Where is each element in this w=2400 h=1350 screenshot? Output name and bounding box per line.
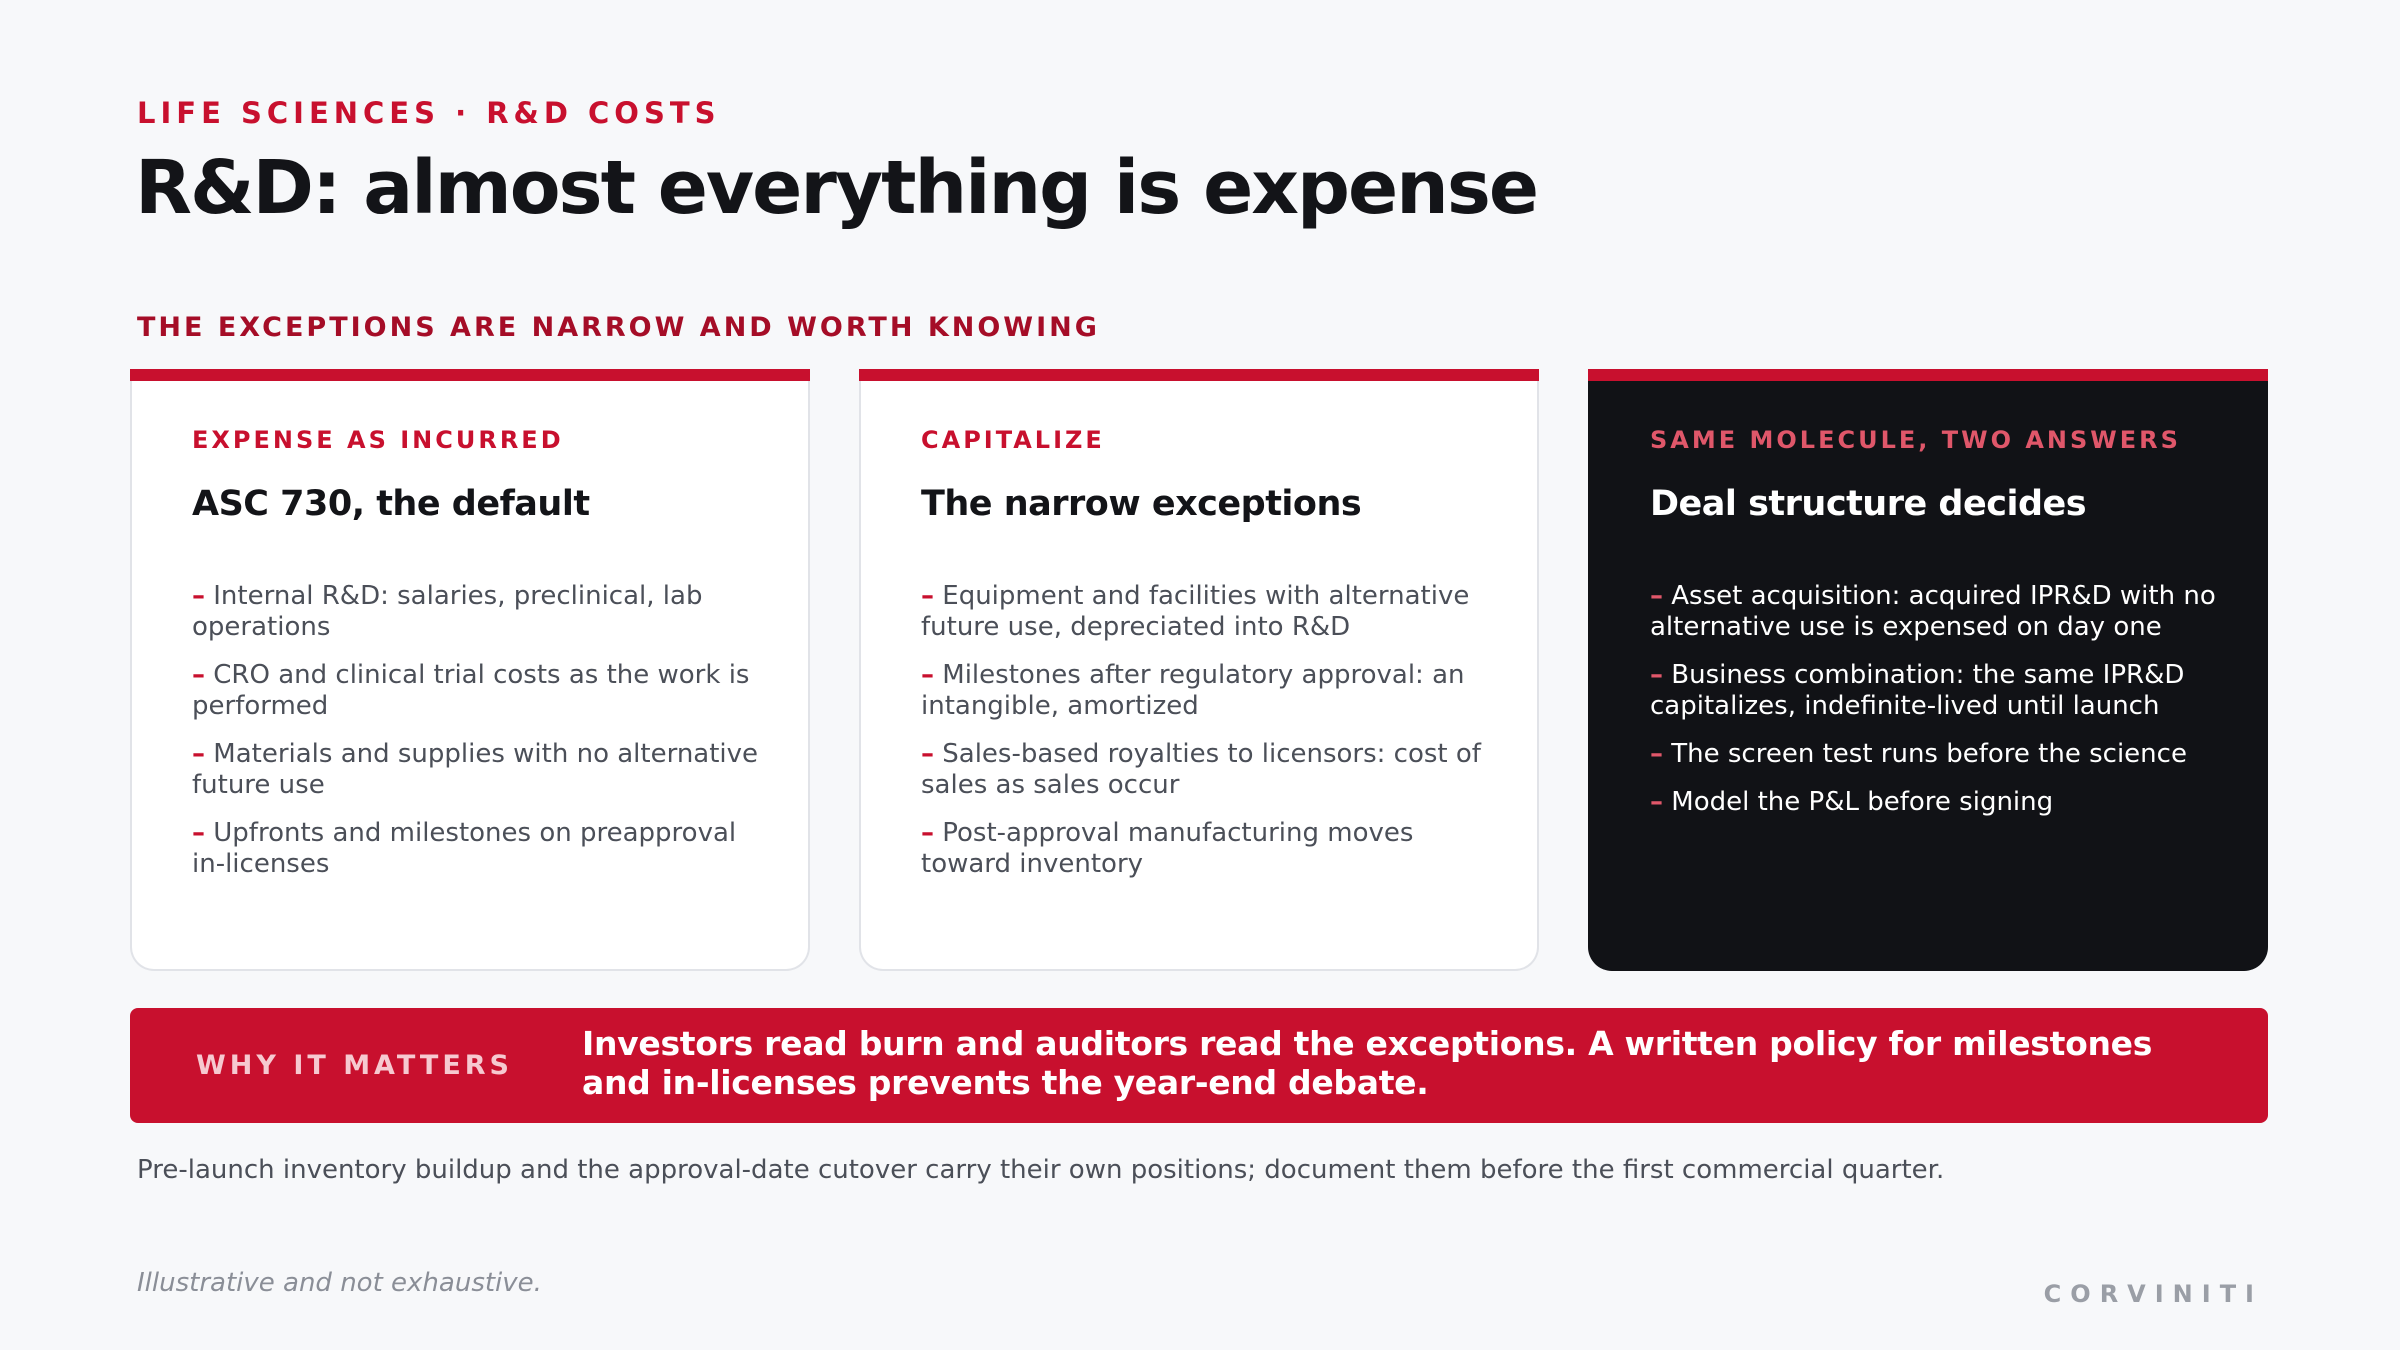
dash-bullet: – — [921, 660, 934, 690]
card-body — [1588, 381, 2268, 971]
card-eyebrow: EXPENSE AS INCURRED — [192, 426, 564, 454]
list-item: – Sales-based royalties to licensors: cost of sales as sales occur — [921, 739, 1481, 800]
list-item: – Internal R&D: salaries, preclinical, lab operations — [192, 581, 703, 642]
dash-bullet: – — [1650, 660, 1663, 690]
dash-bullet: – — [192, 818, 205, 848]
footnote: Illustrative and not exhaustive. — [137, 1268, 542, 1298]
dash-bullet: – — [921, 818, 934, 848]
list-item: – Post-approval manufacturing moves toward inventory — [921, 818, 1414, 879]
list-item: – Milestones after regulatory approval: an intangible, amortized — [921, 660, 1465, 721]
list-item: – Upfronts and milestones on preapproval in-licenses — [192, 818, 737, 879]
section-label: THE EXCEPTIONS ARE NARROW AND WORTH KNOWING — [137, 312, 1100, 343]
banner-text: Investors read burn and auditors read the exceptions. A written policy for milestones and in-licenses prevents the year-end debate. — [582, 1024, 2153, 1102]
dash-bullet: – — [192, 739, 205, 769]
dash-bullet: – — [192, 581, 205, 611]
card-body — [859, 381, 1539, 971]
card-heading: Deal structure decides — [1650, 484, 2087, 524]
card-body — [130, 381, 810, 971]
list-item: – The screen test runs before the science — [1650, 739, 2187, 769]
supporting-note: Pre-launch inventory buildup and the approval-date cutover carry their own positions; document them before the first commercial quarter. — [137, 1155, 1945, 1185]
list-item: – Asset acquisition: acquired IPR&D with no alternative use is expensed on day one — [1650, 581, 2216, 642]
card-list — [921, 581, 1501, 897]
dash-bullet: – — [921, 581, 934, 611]
dash-bullet: – — [192, 660, 205, 690]
banner-label: WHY IT MATTERS — [196, 1050, 513, 1081]
list-item: – CRO and clinical trial costs as the work is performed — [192, 660, 750, 721]
dash-bullet: – — [1650, 787, 1663, 817]
card-deal-structure — [1588, 369, 2268, 971]
card-heading: ASC 730, the default — [192, 484, 590, 524]
list-item: – Business combination: the same IPR&D capitalizes, indefinite-lived until launch — [1650, 660, 2185, 721]
page-title: R&D: almost everything is expense — [135, 145, 1538, 231]
card-capitalize — [859, 369, 1539, 971]
dash-bullet: – — [921, 739, 934, 769]
eyebrow-kicker: LIFE SCIENCES · R&D COSTS — [137, 96, 721, 130]
card-heading: The narrow exceptions — [921, 484, 1362, 524]
brand-logo-text: CORVINITI — [2043, 1280, 2263, 1308]
card-list — [1650, 581, 2230, 835]
dash-bullet: – — [1650, 739, 1663, 769]
card-eyebrow: SAME MOLECULE, TWO ANSWERS — [1650, 426, 2181, 454]
list-item: – Materials and supplies with no alternative future use — [192, 739, 759, 800]
card-expense-as-incurred — [130, 369, 810, 971]
why-it-matters-banner — [130, 1008, 2268, 1123]
dash-bullet: – — [1650, 581, 1663, 611]
list-item: – Equipment and facilities with alternative future use, depreciated into R&D — [921, 581, 1470, 642]
card-eyebrow: CAPITALIZE — [921, 426, 1105, 454]
card-list — [192, 581, 772, 897]
list-item: – Model the P&L before signing — [1650, 787, 2054, 817]
